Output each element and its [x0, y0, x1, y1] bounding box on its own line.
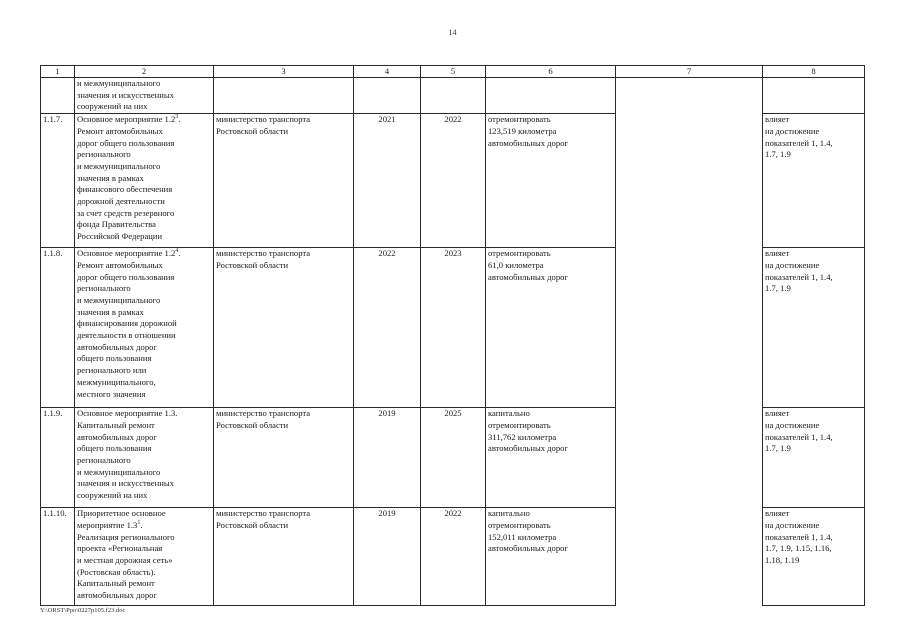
table-body: [41, 66, 865, 606]
table-row: [41, 114, 865, 248]
measure-name-continued: . Ремонт автомобильных дорог общего пользования регионального и межмуниципального значения в рамках финансирования дорожной деятельности в отношении автомобильных дорог общего пользования регионального или межмуниципального, местного значения: [77, 248, 181, 399]
influence-cell: влияет на достижение показателей 1, 1.4, 1.7, 1.9: [763, 408, 865, 508]
footnote-marker: 3: [175, 114, 179, 121]
footnote-marker: 1: [137, 519, 141, 526]
header-cell: 7: [616, 66, 763, 78]
header-cell: 5: [421, 66, 486, 78]
executor-cell: министерство транспорта Ростовской области: [214, 248, 354, 408]
measure-name: Основное мероприятие 1.3. Капитальный ремонт автомобильных дорог общего пользования регионального и межмуниципального значения и искусственных сооружений на них: [77, 408, 178, 501]
end-year-cell: [421, 78, 486, 114]
measure-name: и межмуниципального значения и искусственных сооружений на них: [77, 78, 174, 112]
column-7-cell: [616, 248, 763, 408]
influence-cell: влияет на достижение показателей 1, 1.4, 1.7, 1.9: [763, 114, 865, 248]
measure-name: Приоритетное основное мероприятие 1.3: [77, 508, 166, 530]
header-row: [41, 66, 865, 78]
measure-name-cell: [75, 78, 214, 114]
header-cell: 4: [354, 66, 421, 78]
measure-name-cell: [75, 408, 214, 508]
measure-name-cell: [75, 248, 214, 408]
expected-result-cell: отремонтировать 123,519 километра автомобильных дорог: [486, 114, 616, 248]
column-7-cell: [616, 508, 763, 606]
measure-name-continued: . Реализация регионального проекта «Региональная и местная дорожная сеть» (Ростовская область). Капитальный ремонт автомобильных дорог: [77, 519, 175, 601]
start-year-cell: 2019: [354, 508, 421, 606]
influence-cell: влияет на достижение показателей 1, 1.4, 1.7, 1.9, 1.15, 1.16, 1.18, 1.19: [763, 508, 865, 606]
row-number-cell: 1.1.9.: [41, 408, 75, 508]
row-number-cell: [41, 78, 75, 114]
start-year-cell: 2022: [354, 248, 421, 408]
row-number-cell: 1.1.7.: [41, 114, 75, 248]
measure-name-cell: [75, 508, 214, 606]
end-year-cell: 2022: [421, 114, 486, 248]
measure-name: Основное мероприятие 1.2: [77, 248, 176, 259]
file-path: Y:\ORST\Ppo\0227p105.f23.doc: [40, 607, 126, 614]
footnote-marker: 4: [175, 248, 179, 255]
header-cell: 1: [41, 66, 75, 78]
table-row: [41, 508, 865, 606]
column-7-cell: [616, 114, 763, 248]
header-cell: 2: [75, 66, 214, 78]
measure-name-cell: [75, 114, 214, 248]
column-7-cell: [616, 408, 763, 508]
executor-cell: министерство транспорта Ростовской области: [214, 508, 354, 606]
row-number-cell: 1.1.10.: [41, 508, 75, 606]
influence-cell: влияет на достижение показателей 1, 1.4, 1.7, 1.9: [763, 248, 865, 408]
expected-result-cell: капитально отремонтировать 311,762 километра автомобильных дорог: [486, 408, 616, 508]
expected-result-cell: отремонтировать 61,0 километра автомобильных дорог: [486, 248, 616, 408]
end-year-cell: 2025: [421, 408, 486, 508]
executor-cell: [214, 78, 354, 114]
table-row: [41, 78, 865, 114]
table-row: [41, 248, 865, 408]
column-7-cell: [616, 78, 763, 114]
measure-name: Основное мероприятие 1.2: [77, 114, 176, 125]
header-cell: 8: [763, 66, 865, 78]
executor-cell: министерство транспорта Ростовской области: [214, 114, 354, 248]
header-cell: 6: [486, 66, 616, 78]
influence-cell: [763, 78, 865, 114]
table-row: [41, 408, 865, 508]
executor-cell: министерство транспорта Ростовской области: [214, 408, 354, 508]
start-year-cell: 2021: [354, 114, 421, 248]
end-year-cell: 2023: [421, 248, 486, 408]
page-number: 14: [448, 28, 457, 37]
expected-result-cell: капитально отремонтировать 152,011 километра автомобильных дорог: [486, 508, 616, 606]
end-year-cell: 2022: [421, 508, 486, 606]
measure-name-continued: . Ремонт автомобильных дорог общего пользования регионального и межмуниципального значения в рамках финансового обеспечения дорожной деятельности за счет средств резервного фонда Правительства Российской Федерации: [77, 114, 181, 242]
row-number-cell: 1.1.8.: [41, 248, 75, 408]
header-cell: 3: [214, 66, 354, 78]
start-year-cell: 2019: [354, 408, 421, 508]
start-year-cell: [354, 78, 421, 114]
measures-table: [40, 65, 865, 606]
expected-result-cell: [486, 78, 616, 114]
